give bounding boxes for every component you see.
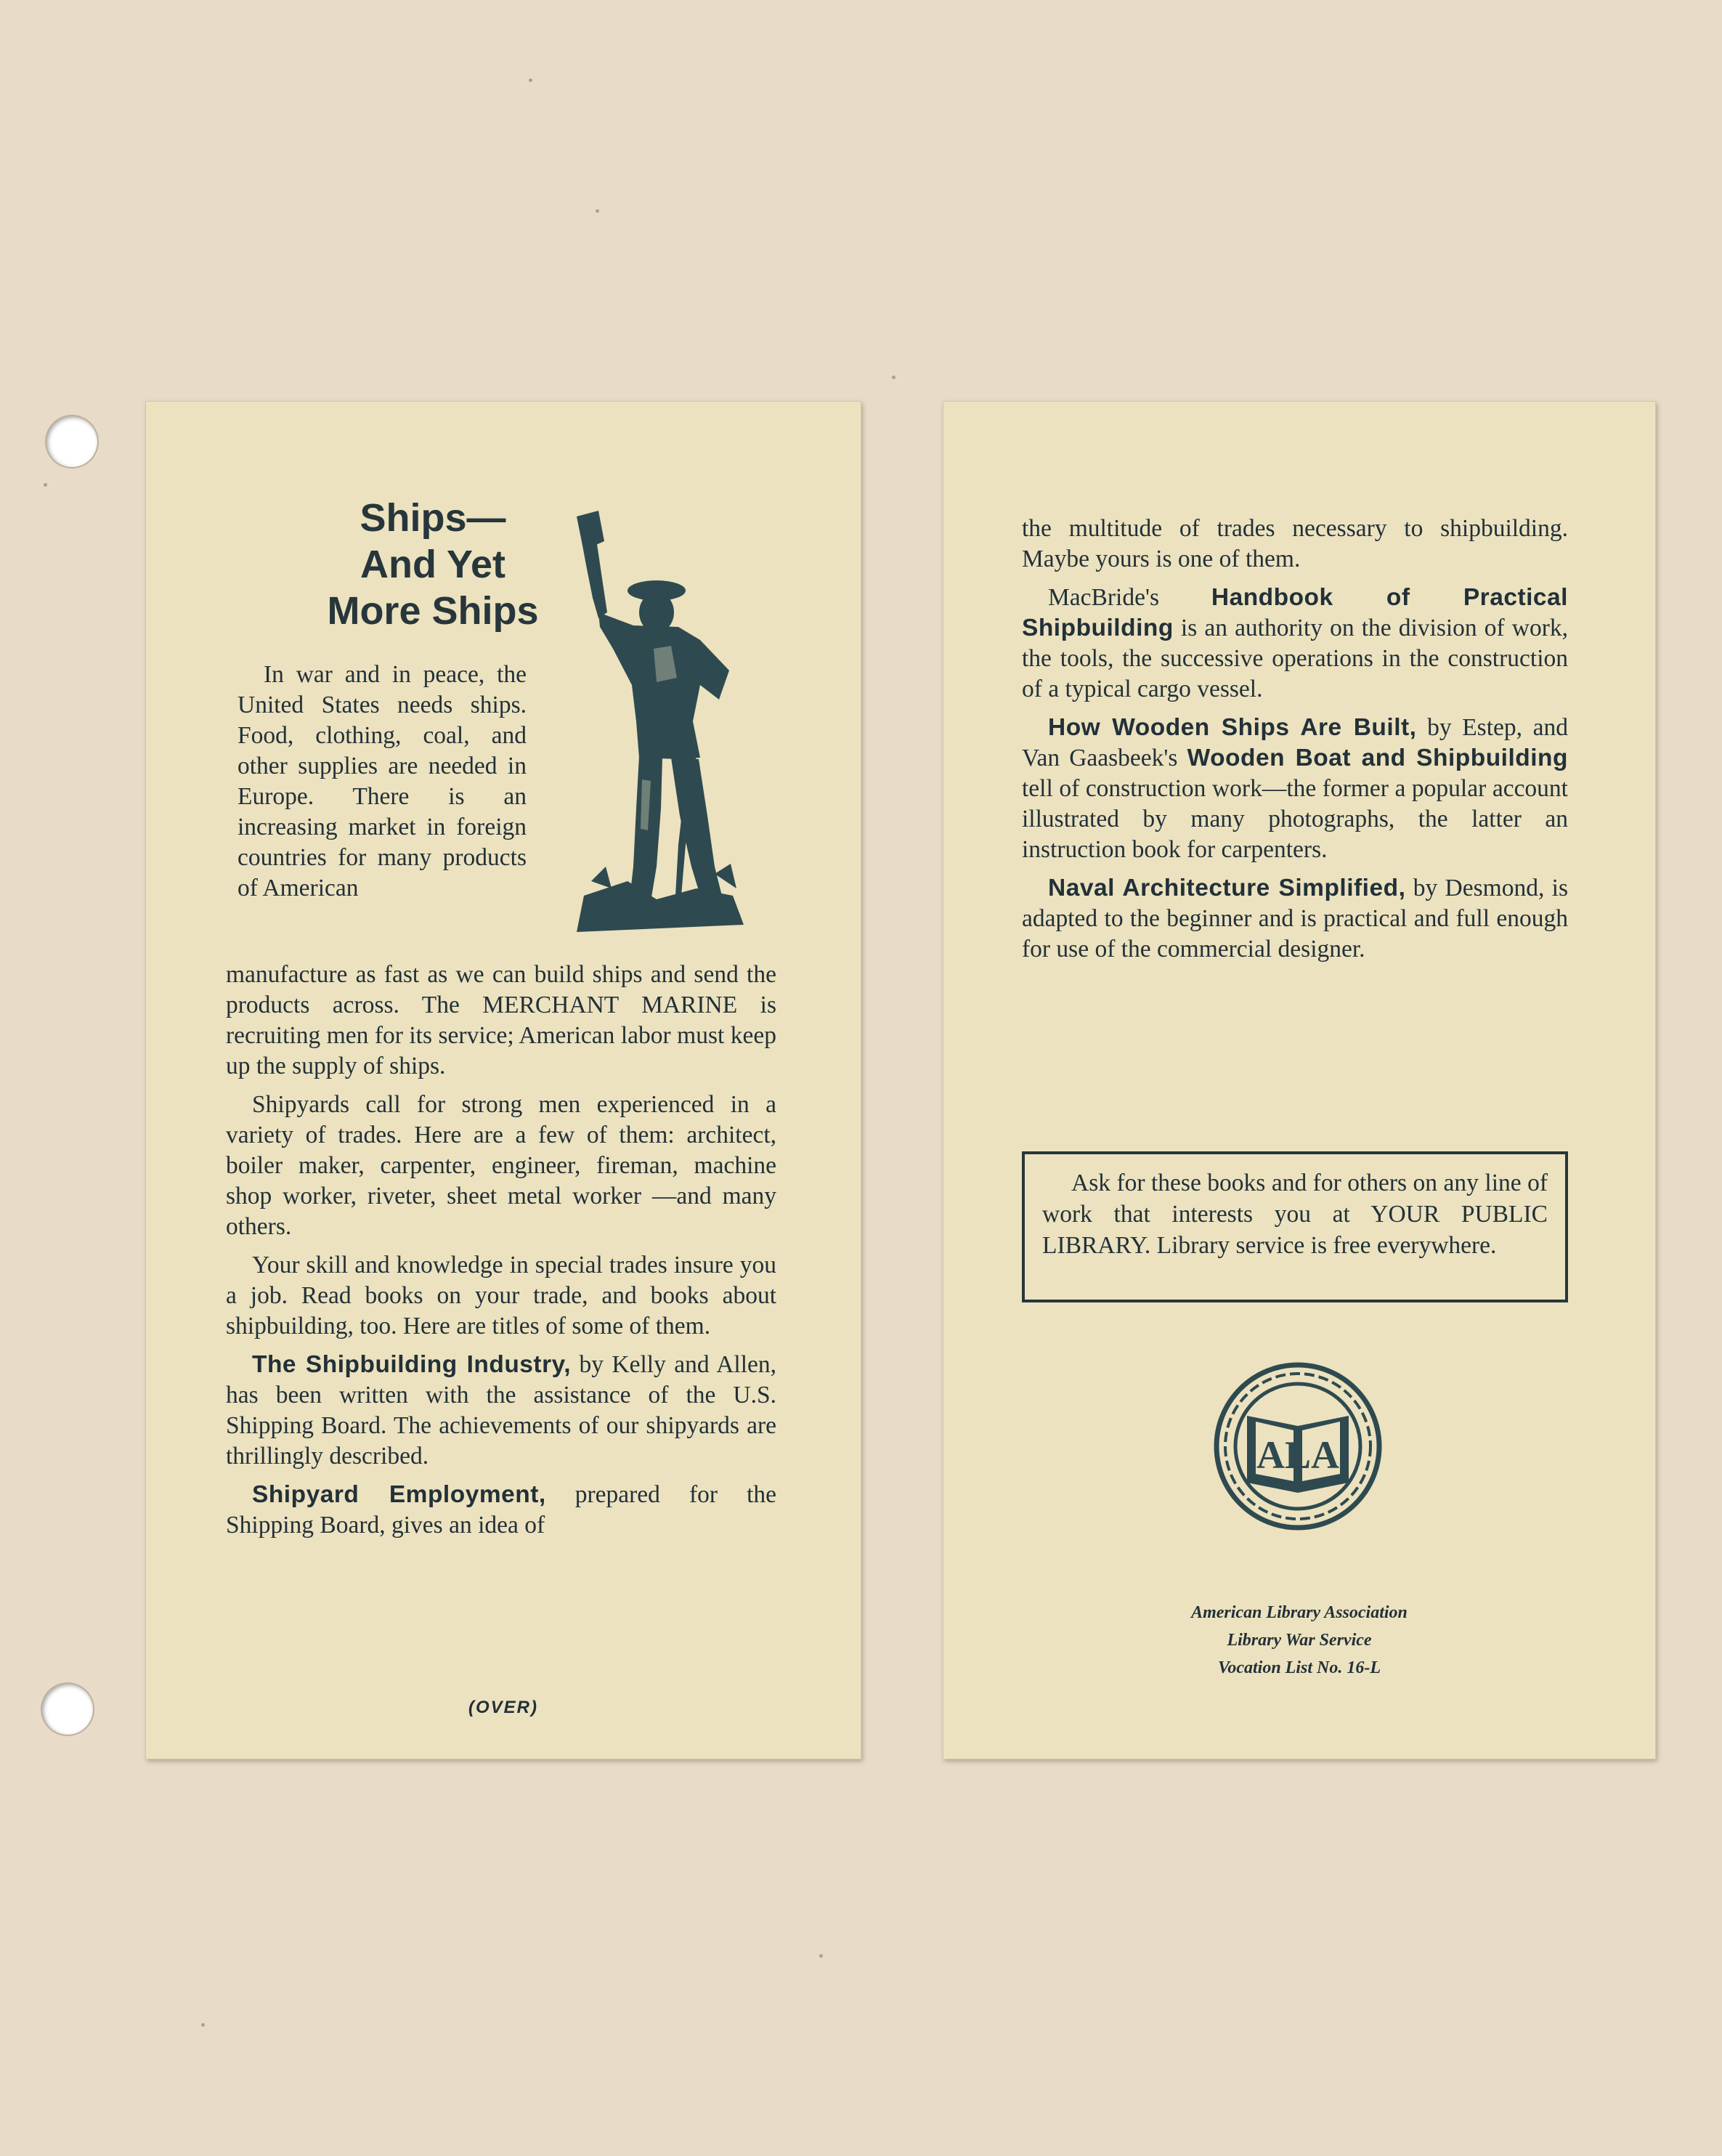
body-column: [226, 960, 776, 1549]
mount-speck: [44, 483, 47, 487]
continuation-paragraph: the multitude of trades necessary to shipbuilding. Maybe yours is one of them.: [1022, 515, 1568, 572]
book-title: How Wooden Ships Are Built,: [1048, 714, 1417, 741]
book-description: prepared for the Shipping Board, gives an idea of: [226, 1481, 776, 1539]
publisher-credits: [943, 1599, 1655, 1682]
book-title: Naval Architecture Simplified,: [1048, 875, 1406, 901]
credit-line: American Library Association: [1191, 1603, 1408, 1622]
emblem-letters: ALA: [1256, 1433, 1340, 1477]
intro-column: [237, 660, 527, 912]
mount-speck: [596, 209, 599, 213]
intro-paragraph-continued: manufacture as fast as we can build ships and send the products across. The MERCHANT MARINE is recruiting men for its service; American labor must keep up the supply of ships.: [226, 961, 776, 1079]
mount-speck: [201, 2023, 205, 2027]
book-entry: [1022, 713, 1568, 865]
book-entry: [226, 1350, 776, 1472]
trades-paragraph: Shipyards call for strong men experienced in a variety of trades. Here are a few of them: architect, boiler maker, carpenter, engineer, fireman, machine shop worker, riveter, sheet metal worker —and many others.: [226, 1091, 776, 1240]
soldier-illustration-icon: [569, 503, 747, 939]
left-pamphlet-page: [145, 401, 861, 1759]
mount-speck: [892, 376, 895, 379]
skill-paragraph: Your skill and knowledge in special trades insure you a job. Read books on your trade, and books about shipbuilding, too. Here are titles of some of them.: [226, 1252, 776, 1340]
book-entry: [226, 1480, 776, 1541]
book-description: by Estep, and Van Gaasbeek's: [1022, 714, 1569, 771]
mount-speck: [819, 1954, 823, 1958]
book-description: by Kelly and Allen, has been written with the assistance of the U.S. Shipping Board. The achievements of our shipyards are thrillingly described.: [226, 1351, 776, 1470]
book-title: Wooden Boat and Shipbuilding: [1187, 745, 1568, 771]
mount-speck: [529, 78, 532, 82]
credit-line: Library War Service: [1227, 1631, 1372, 1650]
book-entry: [1022, 583, 1568, 705]
book-description: is an authority on the division of work, the tools, the successive operations in the construction of a typical cargo vessel.: [1022, 615, 1568, 702]
book-title: The Shipbuilding Industry,: [252, 1351, 572, 1378]
intro-paragraph: In war and in peace, the United States needs ships. Food, clothing, coal, and other supplies are needed in Europe. There is an increasing market in foreign countries for many products of American: [237, 661, 527, 901]
headline: Ships— And Yet More Ships: [327, 496, 539, 633]
library-notice-box: [1022, 1151, 1568, 1302]
book-description: by Desmond, is adapted to the beginner and is practical and full enough for use of the commercial designer.: [1022, 875, 1568, 962]
right-pamphlet-page: [943, 401, 1656, 1759]
book-author: MacBride's: [1048, 584, 1211, 611]
book-title: Handbook of Practical Shipbuilding: [1022, 584, 1568, 641]
over-footer: (OVER): [468, 1698, 538, 1717]
library-notice-text: Ask for these books and for others on any line of work that interests you at YOUR PUBLIC LIBRARY. Library service is free everywhere.: [1042, 1170, 1548, 1259]
punch-hole-bottom: [42, 1684, 93, 1735]
book-entry: [1022, 873, 1568, 965]
credit-line: Vocation List No. 16-L: [1217, 1658, 1381, 1677]
punch-hole-top: [46, 416, 97, 467]
book-description: tell of construction work—the former a popular account illustrated by many photographs, the latter an instruction book for carpenters.: [1022, 775, 1568, 863]
book-title: Shipyard Employment,: [252, 1481, 546, 1508]
book-list-column: [1022, 514, 1568, 973]
ala-book-emblem-icon: [1211, 1359, 1385, 1533]
